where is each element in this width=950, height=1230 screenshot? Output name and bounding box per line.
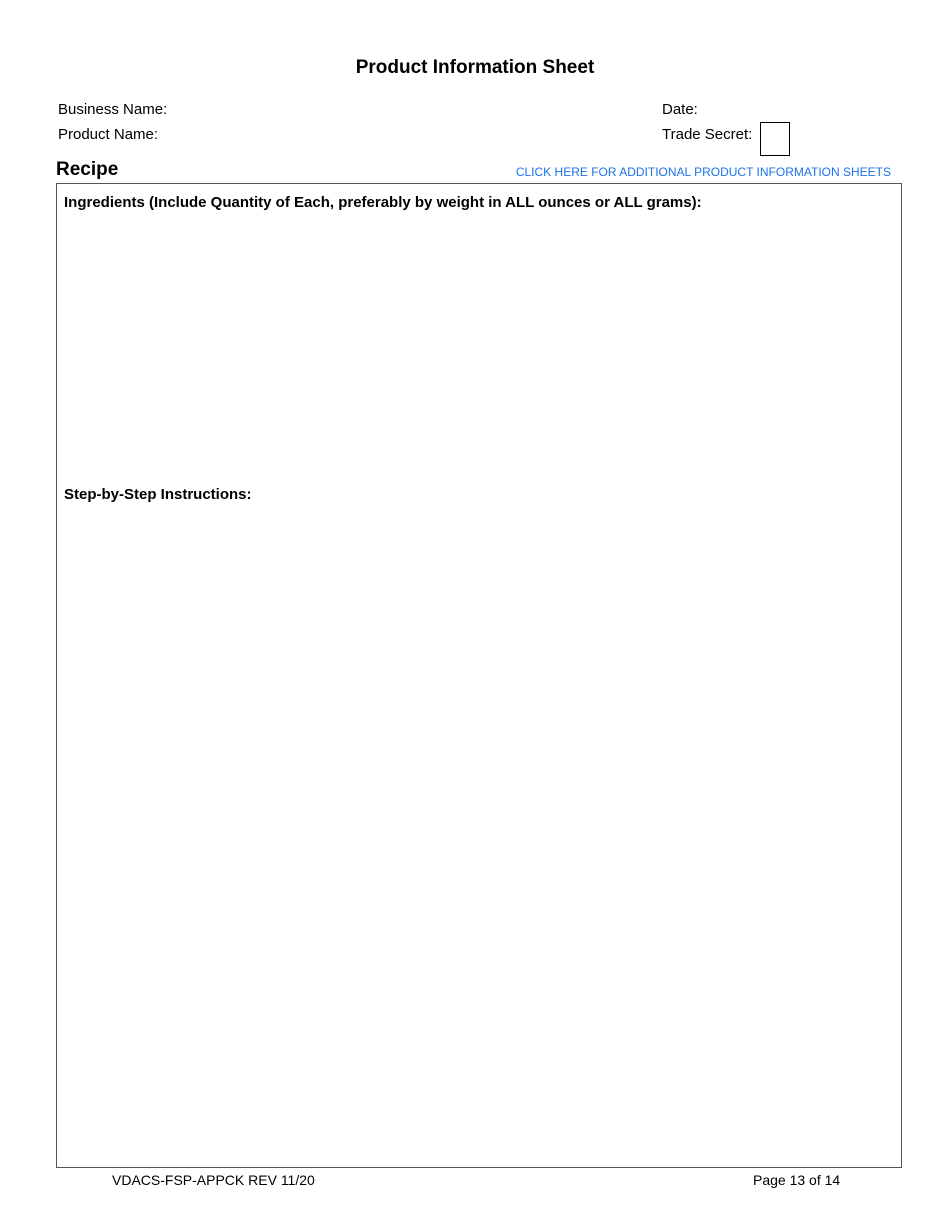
recipe-box — [56, 183, 902, 1168]
ingredients-field[interactable] — [64, 216, 894, 478]
recipe-heading: Recipe — [56, 159, 119, 180]
additional-sheets-link[interactable]: CLICK HERE FOR ADDITIONAL PRODUCT INFORMATION SHEETS — [515, 165, 891, 179]
form-id: VDACS-FSP-APPCK REV 11/20 — [112, 1172, 315, 1188]
product-name-label: Product Name: — [58, 126, 159, 143]
trade-secret-label: Trade Secret: — [662, 126, 753, 143]
instructions-label: Step-by-Step Instructions: — [64, 486, 252, 503]
trade-secret-checkbox[interactable] — [760, 122, 790, 156]
ingredients-label: Ingredients (Include Quantity of Each, preferably by weight in ALL ounces or ALL grams): — [64, 194, 702, 211]
date-label: Date: — [662, 101, 698, 118]
page-number: Page 13 of 14 — [753, 1172, 841, 1188]
business-name-label: Business Name: — [58, 101, 168, 118]
instructions-field[interactable] — [64, 508, 894, 1158]
page-title: Product Information Sheet — [355, 57, 595, 78]
